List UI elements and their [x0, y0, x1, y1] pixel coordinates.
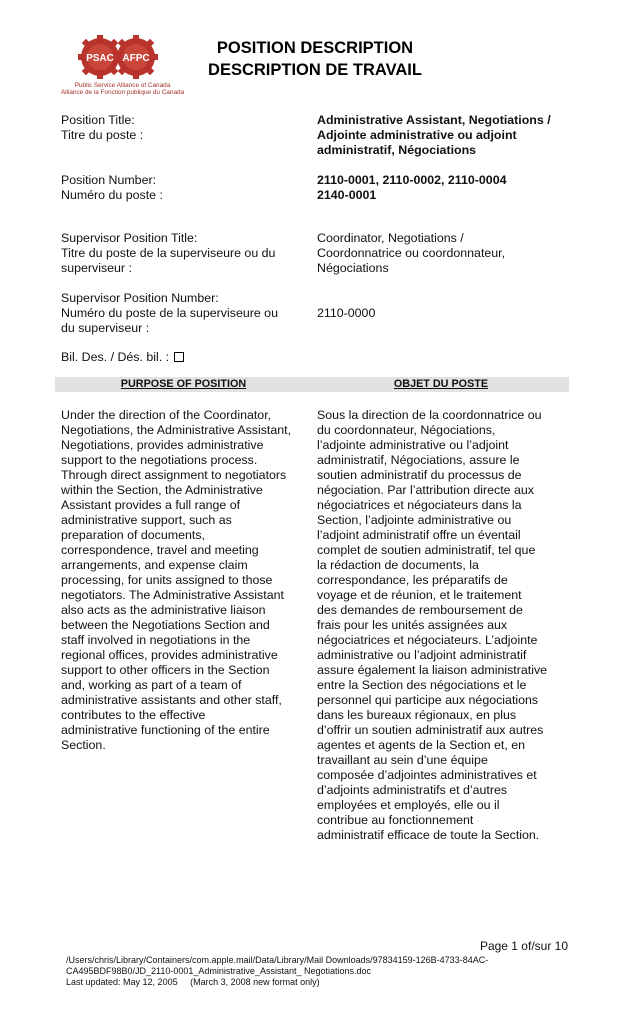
purpose-line-fr: voyage et de réunion, et le traitement	[317, 588, 522, 602]
purpose-line-en: processing, for units assigned to those	[61, 573, 273, 587]
purpose-line-fr: frais pour les unités assignées aux	[317, 618, 508, 632]
supervisor-title-label-fr: superviseur :	[61, 261, 132, 275]
purpose-line-fr: Sous la direction de la coordonnatrice ou	[317, 408, 542, 422]
supervisor-number-label-fr: du superviseur :	[61, 321, 150, 335]
purpose-line-fr: l’adjointe administrative ou l’adjoint	[317, 438, 509, 452]
purpose-line-en: Negotiations, the Administrative Assistant,	[61, 423, 292, 437]
file-path-footer	[66, 955, 546, 988]
page-number: Page 1 of/sur 10	[479, 939, 568, 953]
purpose-line-en: within the Section, the Administrative	[61, 483, 263, 497]
position-number-label-en: Position Number:	[61, 173, 157, 187]
purpose-line-fr: complet de soutien administratif, tel que	[317, 543, 536, 557]
logo-org-fr: Alliance de la Fonction publique du Canada	[60, 89, 185, 97]
supervisor-title-label-fr: Titre du poste de la superviseure ou du	[61, 246, 276, 260]
purpose-line-en: administrative functioning of the entire	[61, 723, 270, 737]
position-number-value	[317, 173, 506, 203]
position-title-label-fr: Titre du poste :	[61, 128, 144, 142]
position-title-label-en: Position Title:	[61, 113, 135, 127]
purpose-heading-en: PURPOSE OF POSITION	[120, 378, 247, 390]
purpose-line-en: negotiators. The Administrative Assistant	[61, 588, 284, 602]
logo-org-names	[60, 82, 185, 96]
purpose-line-fr: négociation. Par l’attribution directe aux	[317, 483, 534, 497]
purpose-line-fr: d’offrir un soutien administratif aux autres	[317, 723, 544, 737]
purpose-line-en: Assistant provides a full range of	[61, 498, 241, 512]
purpose-line-en: Under the direction of the Coordinator,	[61, 408, 272, 422]
supervisor-title-label	[61, 231, 275, 276]
purpose-line-en: also acts as the administrative liaison	[61, 603, 266, 617]
purpose-line-en: administrative support, such as	[61, 513, 232, 527]
purpose-line-fr: d’adjoints administratifs et d’autres	[317, 783, 508, 797]
purpose-line-fr: composée d’adjointes administratives et	[317, 768, 537, 782]
position-title-value-line: Administrative Assistant, Negotiations /	[317, 113, 551, 127]
purpose-line-en: Through direct assignment to negotiators	[61, 468, 287, 482]
supervisor-number-label	[61, 291, 278, 336]
purpose-line-fr: Section, l’adjointe administrative ou	[317, 513, 512, 527]
purpose-line-en: arrangements, and expense claim	[61, 558, 248, 572]
position-title-value-line: administratif, Négociations	[317, 143, 477, 157]
purpose-line-fr: la rédaction de documents, la	[317, 558, 479, 572]
position-number-value-line: 2140-0001	[317, 188, 377, 202]
supervisor-title-value-line: Négociations	[317, 261, 389, 275]
supervisor-title-value	[317, 231, 505, 276]
purpose-line-fr: négociatrices et négociateurs dans la	[317, 498, 522, 512]
purpose-line-en: staff involved in negotiations in the	[61, 633, 251, 647]
file-path-line: CA495BDF98B0/JD_2110-0001_Administrative_Assistant_ Negotiations.doc	[66, 966, 372, 976]
purpose-text-fr	[317, 408, 572, 843]
logo-badge-right: AFPC	[122, 53, 150, 64]
purpose-line-en: Negotiations, provides administrative	[61, 438, 264, 452]
bilingual-designation-label: Bil. Des. / Dés. bil. :	[61, 350, 170, 364]
page-title-en: POSITION DESCRIPTION	[216, 39, 414, 57]
purpose-line-fr: correspondance, les préparatifs de	[317, 573, 508, 587]
purpose-line-en: support to other officers in the Section	[61, 663, 270, 677]
purpose-line-fr: du coordonnateur, Négociations,	[317, 423, 496, 437]
last-updated-line: Last updated: May 12, 2005 (March 3, 2008 new format only)	[66, 977, 320, 987]
purpose-line-fr: administratif efficace de toute la Section.	[317, 828, 540, 842]
position-number-label-fr: Numéro du poste :	[61, 188, 163, 202]
bilingual-checkbox[interactable]	[174, 352, 184, 362]
position-number-label	[61, 173, 163, 203]
supervisor-number-label-en: Supervisor Position Number:	[61, 291, 219, 305]
supervisor-title-value-line: Coordinator, Negotiations /	[317, 231, 464, 245]
purpose-line-fr: assure également la liaison administrative	[317, 663, 548, 677]
logo-org-en: Public Service Alliance of Canada	[74, 82, 171, 89]
page-title-fr: DESCRIPTION DE TRAVAIL	[208, 61, 422, 79]
purpose-line-en: regional offices, provides administrative	[61, 648, 278, 662]
purpose-line-fr: contribue au fonctionnement	[317, 813, 474, 827]
supervisor-number-label-fr: Numéro du poste de la superviseure ou	[61, 306, 278, 320]
supervisor-title-value-line: Coordonnatrice ou coordonnateur,	[317, 246, 506, 260]
bilingual-designation	[61, 350, 184, 365]
file-path-line: /Users/chris/Library/Containers/com.apple.mail/Data/Library/Mail Downloads/97834159-126B-4733-84AC-	[66, 955, 489, 965]
purpose-line-fr: personnel qui participe aux négociations	[317, 693, 539, 707]
supervisor-number-value: 2110-0000	[317, 306, 376, 320]
purpose-line-en: correspondence, travel and meeting	[61, 543, 259, 557]
purpose-line-en: Section.	[61, 738, 106, 752]
purpose-line-fr: administrative ou l’adjoint administratif	[317, 648, 527, 662]
purpose-line-fr: négociatrices et négociateurs. L’adjointe	[317, 633, 538, 647]
supervisor-title-label-en: Supervisor Position Title:	[61, 231, 198, 245]
purpose-line-en: and, working as part of a team of	[61, 678, 242, 692]
purpose-line-en: between the Negotiations Section and	[61, 618, 270, 632]
position-title-value-line: Adjointe administrative ou adjoint	[317, 128, 517, 142]
purpose-line-fr: agentes et agents de la Section et, en	[317, 738, 526, 752]
purpose-line-fr: employées et employés, elle ou il	[317, 798, 500, 812]
purpose-line-fr: administratif, Négociations, assure le	[317, 453, 520, 467]
position-number-value-line: 2110-0001, 2110-0002, 2110-0004	[317, 173, 507, 187]
purpose-line-fr: l’adjoint administratif offre un éventail	[317, 528, 521, 542]
purpose-line-en: administrative assistants and other staff,	[61, 693, 282, 707]
purpose-line-fr: des demandes de remboursement de	[317, 603, 523, 617]
purpose-text-en	[61, 408, 311, 753]
purpose-line-en: contributes to the effective	[61, 708, 206, 722]
purpose-line-fr: entre la Section des négociations et le	[317, 678, 527, 692]
purpose-line-fr: soutien administratif du processus de	[317, 468, 522, 482]
logo-badge-left: PSAC	[86, 53, 114, 64]
purpose-line-en: preparation of documents,	[61, 528, 205, 542]
purpose-line-fr: travaillant au sein d’une équipe	[317, 753, 488, 767]
purpose-line-en: support to the negotiations process.	[61, 453, 258, 467]
purpose-line-fr: dans les bureaux régionaux, en plus	[317, 708, 517, 722]
purpose-heading-fr: OBJET DU POSTE	[393, 378, 489, 390]
position-title-label	[61, 113, 143, 143]
position-title-value	[317, 113, 551, 158]
